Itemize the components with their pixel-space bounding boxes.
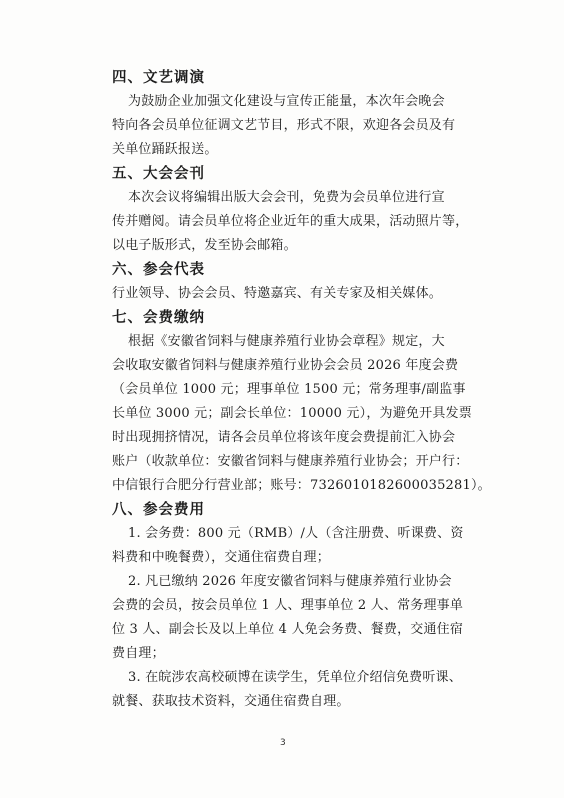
section-4-line-1: 为鼓励企业加强文化建设与宣传正能量，本次年会晚会: [128, 94, 445, 109]
section-heading-4: 四、文艺调演: [112, 69, 205, 86]
section-7-line-2: 会收取安徽省饲料与健康养殖行业协会会员 2026 年度会费: [112, 358, 459, 373]
section-heading-8: 八、参会费用: [112, 501, 205, 518]
section-8-line-8: 就餐、获取技术资料，交通住宿费自理。: [112, 694, 350, 709]
section-8-line-2: 料费和中晚餐费），交通住宿费自理；: [112, 550, 330, 565]
section-7-line-4: 长单位 3000 元；副会长单位：10000 元），为避免开具发票: [112, 406, 472, 421]
section-6-line-1: 行业领导、协会会员、特邀嘉宾、有关专家及相关媒体。: [112, 286, 443, 301]
section-8-line-5: 位 3 人、副会长及以上单位 4 人免会务费、餐费，交通住宿: [112, 622, 464, 637]
section-8-line-7: 3. 在皖涉农高校硕博在读学生，凭单位介绍信免费听课、: [128, 670, 462, 685]
section-7-line-6: 账户（收款单位：安徽省饲料与健康养殖行业协会；开户行：: [112, 454, 469, 469]
section-7-line-3: （会员单位 1000 元；理事单位 1500 元；常务理事/副监事: [112, 382, 466, 397]
section-8-line-6: 费自理；: [112, 646, 165, 661]
section-7-line-7: 中信银行合肥分行营业部；账号：7326010182600035281）。: [112, 478, 491, 493]
section-8-line-4: 会费的会员，按会员单位 1 人、理事单位 2 人、常务理事单: [112, 598, 464, 613]
section-8-line-3: 2. 凡已缴纳 2026 年度安徽省饲料与健康养殖行业协会: [128, 574, 452, 589]
section-heading-7: 七、会费缴纳: [112, 309, 205, 326]
page-number: 3: [280, 738, 286, 748]
section-4-line-3: 关单位踊跃报送。: [112, 142, 218, 157]
section-heading-6: 六、参会代表: [112, 261, 205, 278]
section-5-line-2: 传并赠阅。请会员单位将企业近年的重大成果，活动照片等，: [112, 214, 469, 229]
section-4-line-2: 特向各会员单位征调文艺节目，形式不限，欢迎各会员及有: [112, 118, 456, 133]
section-5-line-1: 本次会议将编辑出版大会会刊，免费为会员单位进行宣: [128, 190, 445, 205]
section-7-line-1: 根据《安徽省饲料与健康养殖行业协会章程》规定，大: [128, 334, 445, 349]
section-5-line-3: 以电子版形式，发至协会邮箱。: [112, 238, 297, 253]
section-8-line-1: 1. 会务费：800 元（RMB）/人（含注册费、听课费、资: [128, 526, 464, 541]
section-7-line-5: 时出现拥挤情况，请各会员单位将该年度会费提前汇入协会: [112, 430, 456, 445]
section-heading-5: 五、大会会刊: [112, 165, 205, 182]
